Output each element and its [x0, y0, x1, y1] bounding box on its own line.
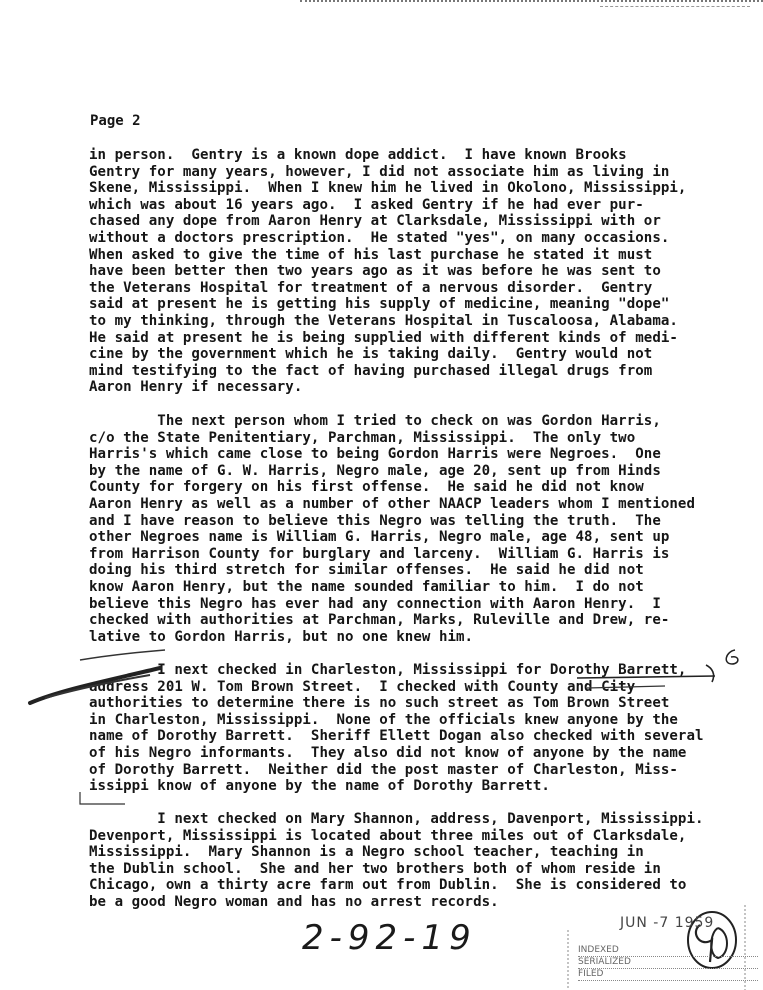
text-line: from Harrison County for burglary and larceny. William G. Harris is — [89, 545, 670, 562]
stamp-serialized: SERIALIZED — [578, 957, 758, 969]
text-line: in person. Gentry is a known dope addict. I have known Brooks — [89, 147, 627, 163]
text-line: cine by the government which he is taking daily. Gentry would not — [89, 346, 653, 363]
text-line: checked with authorities at Parchman, Marks, Ruleville and Drew, re- — [89, 612, 670, 629]
text-line: Gentry for many years, however, I did not associate him as living in — [89, 163, 670, 180]
text-line: in Charleston, Mississippi. None of the officials knew anyone by the — [89, 711, 678, 728]
text-line: Harris's which came close to being Gordon Harris were Negroes. One — [89, 446, 661, 463]
text-line: of Dorothy Barrett. Neither did the post master of Charleston, Miss- — [89, 761, 678, 778]
text-line: address 201 W. Tom Brown Street. I checked with County and City — [89, 678, 636, 695]
text-line: the Dublin school. She and her two brothers both of whom reside in — [89, 860, 661, 877]
text-line: Aaron Henry as well as a number of other NAACP leaders whom I mentioned — [89, 496, 695, 512]
text-line: Skene, Mississippi. When I knew him he lived in Okolono, Mississippi, — [89, 180, 687, 197]
text-line: know Aaron Henry, but the name sounded familiar to him. I do not — [89, 579, 644, 595]
text-line: believe this Negro has ever had any connection with Aaron Henry. I — [89, 595, 661, 612]
text-line: c/o the State Penitentiary, Parchman, Mississippi. The only two — [89, 429, 636, 446]
text-line: Aaron Henry if necessary. — [89, 379, 303, 396]
filing-stamp — [578, 945, 758, 981]
text-line: chased any dope from Aaron Henry at Clarksdale, Mississippi with or — [89, 213, 661, 230]
text-line: He said at present he is being supplied with different kinds of medi- — [89, 329, 678, 346]
text-line: authorities to determine there is no such street as Tom Brown Street — [89, 695, 670, 712]
text-line: other Negroes name is William G. Harris, Negro male, age 48, sent up — [89, 529, 670, 546]
text-line: to my thinking, through the Veterans Hospital in Tuscaloosa, Alabama. — [89, 313, 678, 329]
text-line: issippi know of anyone by the name of Dorothy Barrett. — [89, 778, 550, 795]
text-line: the Veterans Hospital for treatment of a nervous disorder. Gentry — [89, 279, 653, 296]
text-line: lative to Gordon Harris, but no one knew him. — [89, 628, 474, 645]
text-line: be a good Negro woman and has no arrest records. — [89, 894, 499, 910]
text-line: name of Dorothy Barrett. Sheriff Ellett Dogan also checked with several — [89, 728, 704, 745]
page-number: Page 2 — [90, 113, 141, 129]
text-line: I next checked in Charleston, Mississippi for Dorothy Barrett, — [89, 662, 687, 678]
text-line: by the name of G. W. Harris, Negro male, age 20, sent up from Hinds — [89, 462, 661, 479]
text-line: Devenport, Mississippi is located about three miles out of Clarksdale, — [89, 827, 687, 844]
text-line: doing his third stretch for similar offenses. He said he did not — [89, 562, 644, 579]
received-date-stamp: JUN -7 1959 — [620, 915, 715, 931]
stamp-indexed: INDEXED — [578, 945, 758, 957]
text-line: have been better then two years ago as it was before he was sent to — [89, 263, 661, 280]
text-line: The next person whom I tried to check on was Gordon Harris, — [89, 413, 661, 429]
text-line: Mississippi. Mary Shannon is a Negro school teacher, teaching in — [89, 844, 644, 861]
text-line: which was about 16 years ago. I asked Gentry if he had ever pur- — [89, 196, 644, 213]
text-line: County for forgery on his first offense. He said he did not know — [89, 479, 644, 496]
text-line: of his Negro informants. They also did not know of anyone by the name — [89, 745, 687, 761]
text-line: Chicago, own a thirty acre farm out from Dublin. She is considered to — [89, 877, 687, 894]
text-line: said at present he is getting his supply of medicine, meaning "dope" — [89, 296, 670, 313]
text-line: mind testifying to the fact of having purchased illegal drugs from — [89, 362, 653, 379]
text-line: I next checked on Mary Shannon, address, Davenport, Mississippi. — [89, 811, 704, 827]
stamp-filed: FILED — [578, 969, 758, 981]
text-line: When asked to give the time of his last purchase he stated it must — [89, 246, 653, 263]
text-line: without a doctors prescription. He stated "yes", on many occasions. — [89, 230, 670, 246]
text-line: and I have reason to believe this Negro was telling the truth. The — [89, 512, 661, 529]
handwritten-file-number: 2-92-19 — [302, 918, 477, 958]
